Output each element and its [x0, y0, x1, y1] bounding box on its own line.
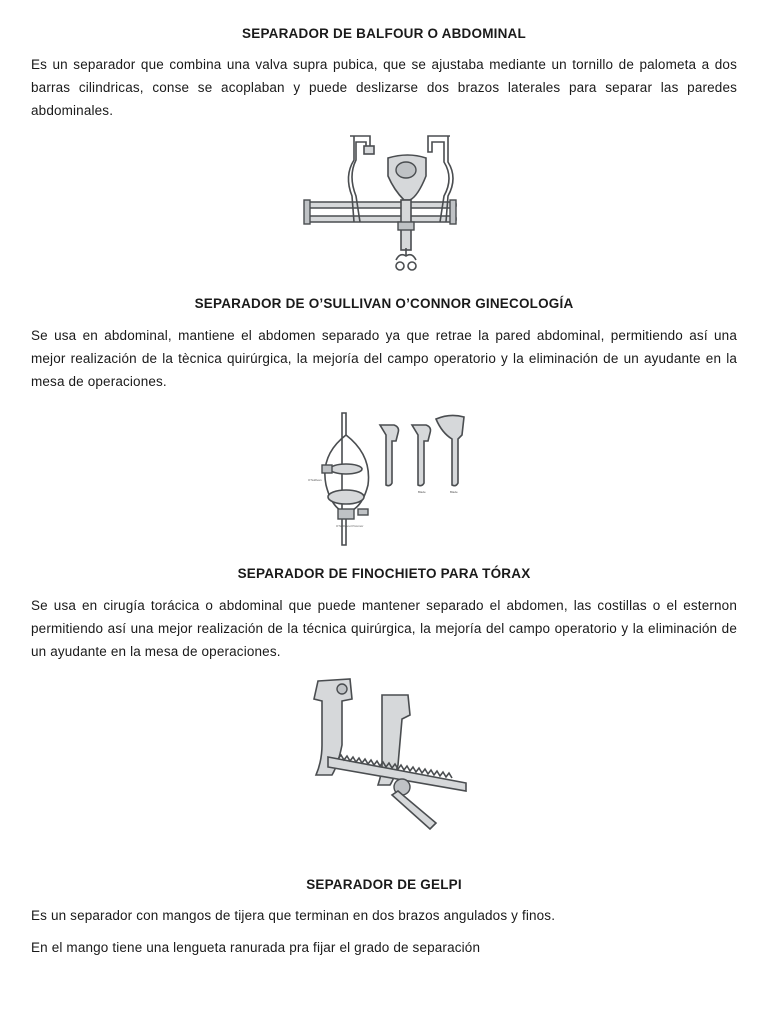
section-title-osullivan: SEPARADOR DE O’SULLIVAN O’CONNOR GINECOLOGÍA — [194, 296, 574, 311]
section-text-gelpi-2: En el mango tiene una lengueta ranurada pra fijar el grado de separación — [31, 940, 481, 955]
balfour-retractor-image — [300, 130, 465, 280]
section-text-finochieto: Se usa en cirugía torácica o abdominal que puede mantener separado el abdomen, las costillas o el esternon permitiendo así una mejor realización de la técnica quirúrgica, la mejoría del campo operatorio y la eliminación de un ayudante en la mesa de operaciones. — [31, 598, 737, 659]
svg-text:O’Sullivan-O’Connor: O’Sullivan-O’Connor — [336, 524, 364, 528]
section-title-balfour: SEPARADOR DE BALFOUR O ABDOMINAL — [242, 26, 526, 41]
section-title-gelpi: SEPARADOR DE GELPI — [306, 877, 462, 892]
section-text-balfour: Es un separador que combina una valva supra pubica, que se ajustaba mediante un tornillo de palometa a dos barras cilindricas, conse se acoplaban y puede deslizarse dos brazos laterales para separar las paredes abdominales. — [31, 57, 737, 118]
osullivan-retractor-image — [300, 405, 480, 550]
svg-text:O’Sullivan: O’Sullivan — [308, 478, 322, 482]
svg-text:Blade: Blade — [418, 490, 426, 494]
finochieto-retractor-image — [298, 675, 473, 830]
section-text-gelpi-1: Es un separador con mangos de tijera que terminan en dos brazos angulados y finos. — [31, 908, 556, 923]
section-title-finochieto: SEPARADOR DE FINOCHIETO PARA TÓRAX — [237, 566, 531, 581]
section-text-osullivan: Se usa en abdominal, mantiene el abdomen separado ya que retrae la pared abdominal, permitiendo así una mejor realización de la tècnica quirúrgica, la mejoría del campo operatorio y la eliminación de un ayudante en la mesa de operaciones. — [31, 328, 737, 389]
svg-text:Blade: Blade — [450, 490, 458, 494]
